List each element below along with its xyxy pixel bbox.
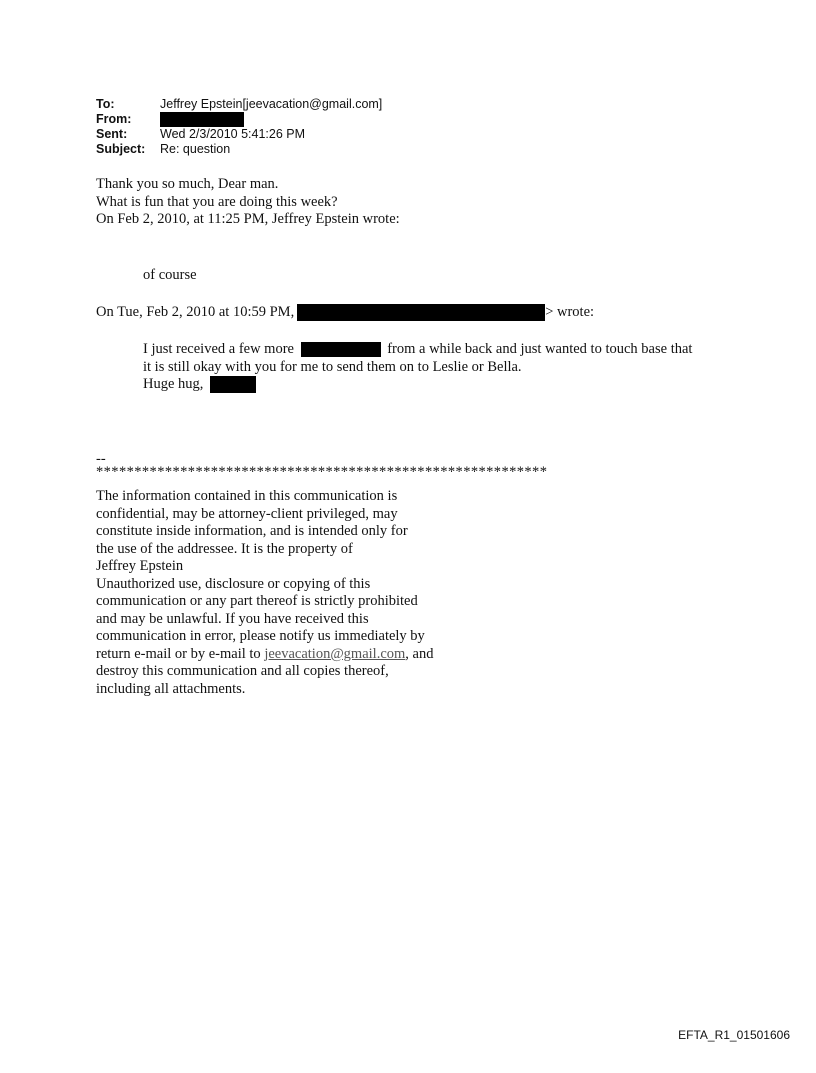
subject-label: Subject:: [96, 142, 146, 156]
to-label: To:: [96, 97, 115, 111]
signature-stars: ***********************************************************: [96, 464, 548, 480]
to-row: [96, 97, 382, 112]
email-header: [96, 97, 382, 157]
return-prefix: return e-mail or by e-mail to: [96, 645, 265, 662]
quoted-message: [143, 341, 703, 394]
disclaimer-line: The information contained in this communication is: [96, 488, 398, 504]
quoted-reply: of course: [143, 267, 197, 283]
quote-part-3: Huge hug,: [143, 376, 204, 392]
disclaimer-line: Jeffrey Epstein: [96, 558, 184, 574]
body-line-1: Thank you so much, Dear man.: [96, 176, 279, 192]
to-value: Jeffrey Epstein[jeevacation@gmail.com]: [160, 97, 383, 111]
disclaimer-line: communication in error, please notify us immediately by: [96, 628, 425, 644]
quote-part-1: I just received a few more: [143, 341, 294, 357]
signoff-redaction: [210, 376, 256, 393]
disclaimer-line: destroy this communication and all copies thereof,: [96, 663, 389, 679]
item-redaction: [301, 342, 381, 357]
disclaimer-line: the use of the addressee. It is the property of: [96, 540, 353, 557]
subject-row: [96, 142, 382, 157]
body-line-2: What is fun that you are doing this week?: [96, 193, 338, 210]
sender-redaction: [297, 304, 545, 321]
document-id: EFTA_R1_01501606: [678, 1028, 790, 1042]
disclaimer-line: Unauthorized use, disclosure or copying of this: [96, 575, 371, 592]
disclaimer: [96, 488, 516, 698]
disclaimer-line: constitute inside information, and is intended only for: [96, 523, 408, 539]
attribution-suffix: > wrote:: [545, 304, 595, 320]
attribution-prefix: On Tue, Feb 2, 2010 at 10:59 PM,: [96, 304, 295, 320]
quote-attribution: [96, 304, 594, 322]
quote-part-2: from a while back and just wanted to touch base that it is still okay with you for me to send them on to Leslie or Bella.: [143, 341, 693, 375]
message-body: [96, 176, 400, 229]
subject-value: Re: question: [160, 142, 231, 156]
from-label: From:: [96, 112, 132, 126]
disclaimer-line: and may be unlawful. If you have received this: [96, 610, 369, 627]
email-link[interactable]: jeevacation@gmail.com: [264, 645, 406, 662]
sent-value: Wed 2/3/2010 5:41:26 PM: [160, 127, 306, 141]
sent-row: [96, 127, 382, 142]
from-redaction: [160, 112, 244, 127]
signature-dash: --: [96, 451, 106, 467]
disclaimer-line: confidential, may be attorney-client privileged, may: [96, 505, 398, 522]
return-suffix: , and: [405, 645, 434, 662]
body-line-3: On Feb 2, 2010, at 11:25 PM, Jeffrey Epstein wrote:: [96, 211, 400, 227]
disclaimer-line: communication or any part thereof is strictly prohibited: [96, 593, 418, 609]
from-row: [96, 112, 382, 127]
sent-label: Sent:: [96, 127, 128, 141]
disclaimer-return-line: [96, 646, 516, 664]
disclaimer-line: including all attachments.: [96, 680, 246, 697]
